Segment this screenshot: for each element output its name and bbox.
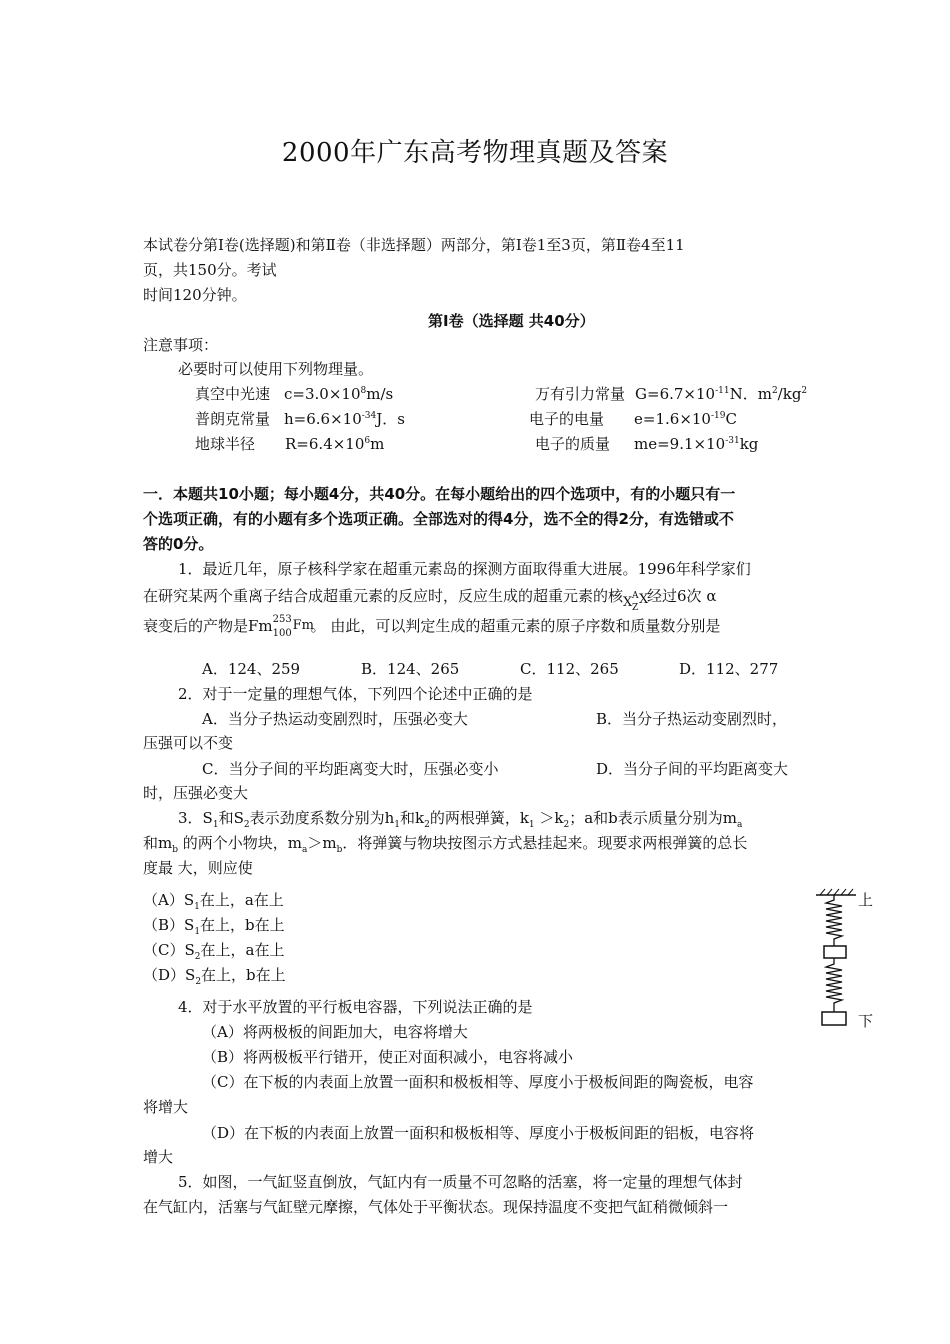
figure-label-bottom: 下 — [858, 1012, 874, 1030]
q2-option-a: A．当分子热运动变剧烈时，压强必变大 — [202, 710, 468, 728]
q3-option-d: $(D)S_2$在上，b在上 — [143, 966, 286, 987]
figure-label-top: 上 — [858, 891, 874, 909]
intro-line-2: 页，共150分。考试 — [143, 261, 277, 279]
q3-line-2: 和$m_b$ 的两个小物块，$m_a>m_b$．将弹簧与物块按图示方式悬挂起来。现要求两根弹簧的总长 — [143, 834, 748, 855]
part1-line-1: 一．本题共10小题；每小题4分，共40分。在每小题给出的四个选项中，有的小题只有一 — [143, 485, 736, 503]
q2-stem: 2．对于一定量的理想气体，下列四个论述中正确的是 — [178, 685, 533, 703]
q2-option-b: B．当分子热运动变剧烈时， — [596, 710, 788, 728]
q4-option-a: （A）将两极板的间距加大，电容将增大 — [202, 1023, 468, 1041]
q3-option-c: $(C)S_2$在上，a在上 — [143, 941, 285, 962]
q1-line-2: 在研究某两个重离子结合成超重元素的反应时，反应生成的超重元素的核 X A Z X 经过6次 α — [143, 587, 717, 613]
q1-line-3: 衰变后的产物是Fm 253 100 Fm 。 由此，可以判定生成的超重元素的原子序数和质量数分别是 — [143, 614, 721, 639]
q4-option-c-cont: 将增大 — [143, 1098, 189, 1116]
q4-option-b: （B）将两极板平行错开，使正对面积减小，电容将减小 — [202, 1048, 574, 1066]
nuclide-x: X A Z X — [623, 591, 649, 613]
q5-line-2: 在气缸内，活塞与气缸壁元摩擦，气体处于平衡状态。现保持温度不变把气缸稍微倾斜一 — [143, 1198, 729, 1216]
constant-planck: 普朗克常量 $h=6.6\times 10^{-34}J$．s — [195, 410, 405, 428]
q1-option-c: C．112、265 — [520, 660, 619, 678]
part1-line-3: 答的0分。 — [143, 535, 214, 553]
q4-stem: 4．对于水平放置的平行板电容器，下列说法正确的是 — [178, 998, 533, 1016]
q1-option-b: B．124、265 — [361, 660, 460, 678]
constant-electron-charge: 电子的电量 $e=1.6\times 10^{-19}C$ — [529, 410, 737, 428]
q1-line-1: 1．最近几年，原子核科学家在超重元素岛的探测方面取得重大进展。1996年科学家们 — [178, 560, 751, 578]
page-title: 2000年广东高考物理真题及答案 — [281, 138, 669, 168]
q1-option-d: D．112、277 — [679, 660, 779, 678]
notice-heading: 注意事项： — [143, 336, 219, 354]
q3-line-1: 3．$S_1$和$S_2$表示劲度系数分别为$h_1$和$k_2$的两根弹簧，$k_1 >k_2$；a和b表示质量分别为$m_a$ — [178, 809, 743, 830]
q3-option-b: $(B)S_1$在上，b在上 — [143, 916, 285, 937]
intro-line-1: 本试卷分第Ⅰ卷(选择题)和第Ⅱ卷（非选择题）两部分，第Ⅰ卷1至3页，第Ⅱ卷4至11 — [143, 236, 685, 254]
section-title: 第Ⅰ卷（选择题 共40分） — [428, 312, 595, 330]
constant-light-speed: 真空中光速 $c=3.0\times 10^8m/s$ — [195, 385, 394, 403]
q1-option-a: A．124、259 — [202, 660, 301, 678]
q5-line-1: 5．如图，一气缸竖直倒放，气缸内有一质量不可忽略的活塞，将一定量的理想气体封 — [178, 1173, 743, 1191]
intro-line-3: 时间120分钟。 — [143, 286, 247, 304]
q2-option-d: D．当分子间的平均距离变大 — [596, 760, 789, 778]
q4-option-d: （D）在下板的内表面上放置一面积和极板相等、厚度小于极板间距的铝板，电容将 — [202, 1124, 755, 1142]
q2-option-d-cont: 时，压强必变大 — [143, 784, 249, 802]
constant-gravitation: 万有引力常量 $G=6.7\times 10^{-11}N$．$m^2/kg^2$ — [535, 385, 808, 403]
nuclide-fm: 253 100 Fm — [272, 614, 314, 639]
spring-diagram — [812, 888, 862, 1038]
q3-line-3: 度最 大，则应使 — [143, 859, 253, 877]
notice-subheading: 必要时可以使用下列物理量。 — [178, 360, 374, 378]
spring-figure — [812, 888, 882, 1038]
q2-option-b-cont: 压强可以不变 — [143, 734, 234, 752]
constant-electron-mass: 电子的质量 $me=9.1\times 10^{-31}kg$ — [535, 435, 759, 453]
constant-earth-radius: 地球半径 $R=6.4\times 10^6m$ — [195, 435, 385, 453]
q4-option-c: （C）在下板的内表面上放置一面积和极板相等、厚度小于极板间距的陶瓷板，电容 — [202, 1073, 754, 1091]
q3-option-a: $(A)S_1$在上，a在上 — [143, 891, 284, 912]
part1-line-2: 个选项正确，有的小题有多个选项正确。全部选对的得4分，选不全的得2分，有选错或不 — [143, 510, 734, 528]
q4-option-d-cont: 增大 — [143, 1148, 174, 1166]
q2-option-c: C．当分子间的平均距离变大时，压强必变小 — [202, 760, 499, 778]
